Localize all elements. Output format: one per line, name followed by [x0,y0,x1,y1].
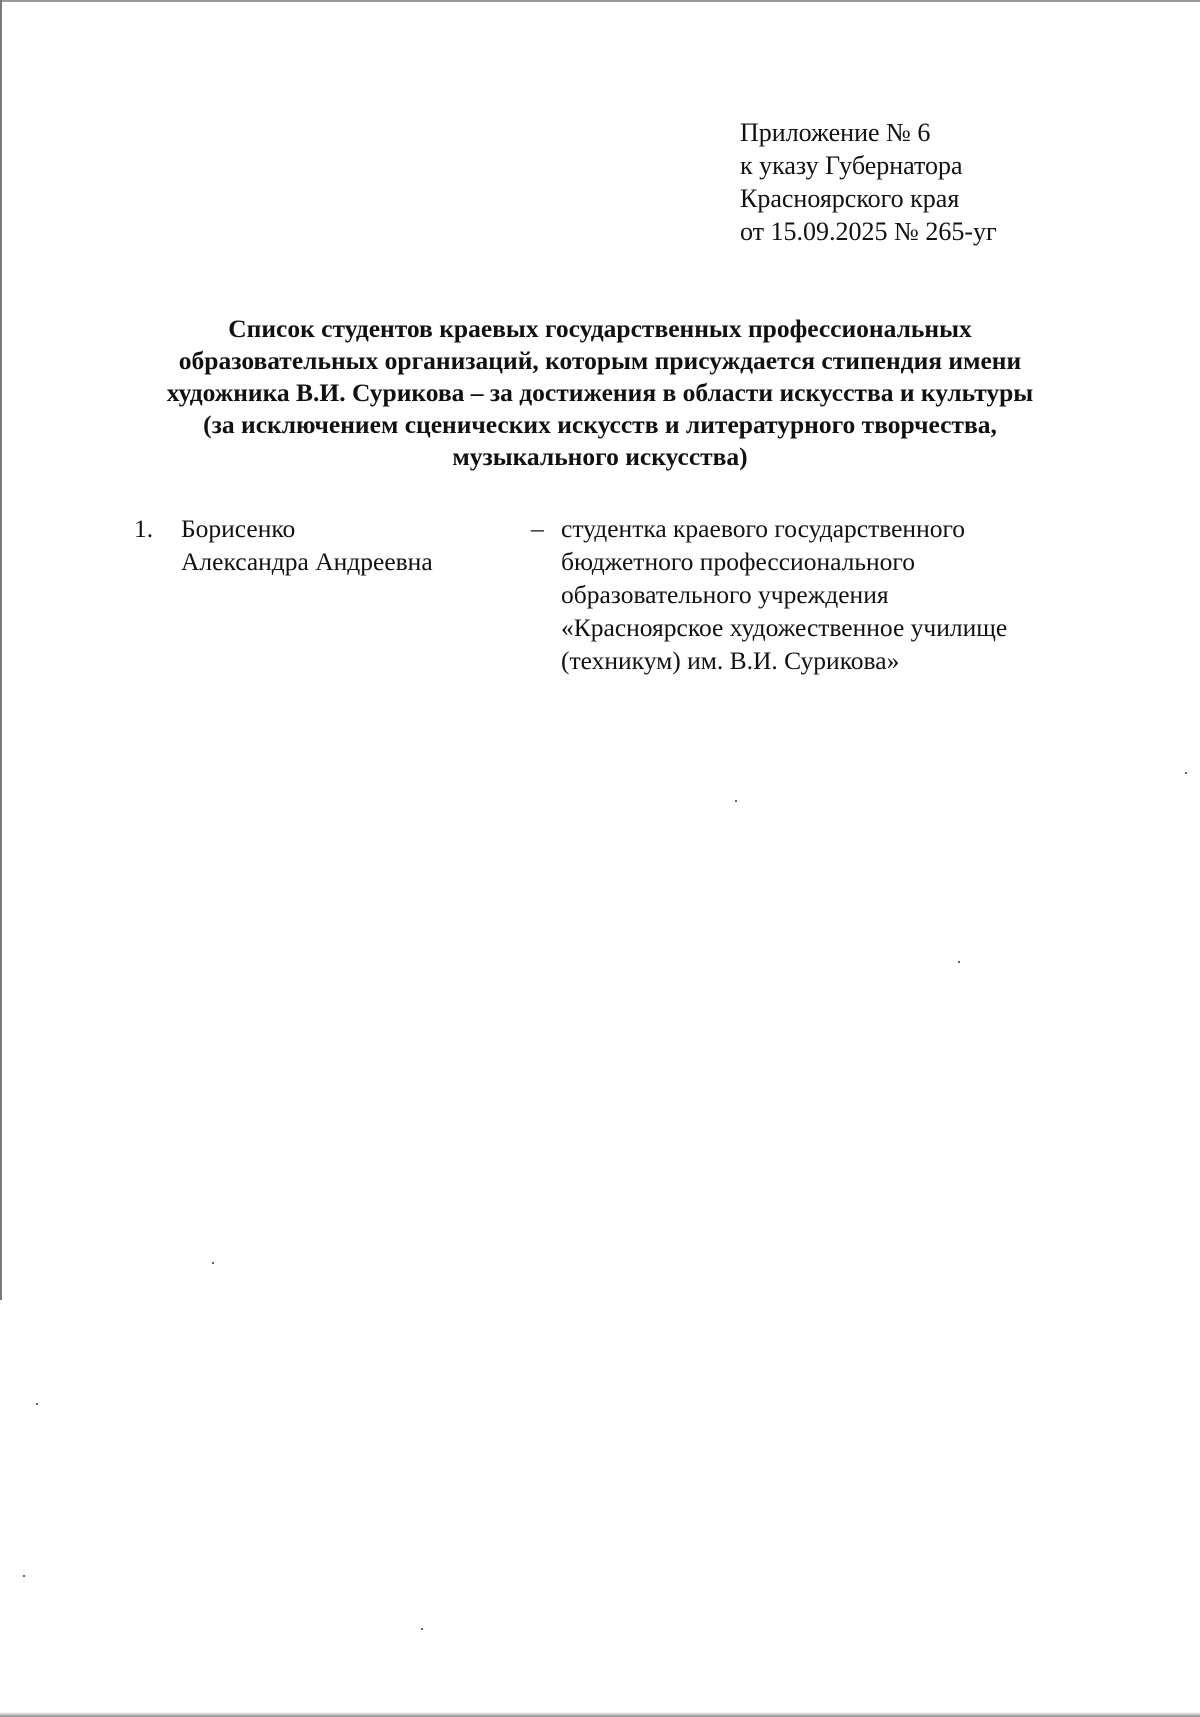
appendix-region: Красноярского края [740,184,960,213]
description-line: студентка краевого государственного [561,514,966,543]
appendix-decree-ref: к указу Губернатора [740,151,963,180]
entry-dash: – [531,514,544,543]
appendix-header [740,116,997,248]
document-title [100,313,1100,473]
scan-speck [36,1403,38,1405]
student-surname: Борисенко [181,514,296,543]
scan-speck [1185,772,1187,774]
description-line: «Красноярское художественное училище [561,613,1008,642]
student-given-names: Александра Андреевна [181,547,433,576]
entry-description [561,512,1007,677]
description-line: бюджетного профессионального [561,547,915,576]
scan-speck [735,800,737,802]
entry-number: 1. [134,514,154,543]
scan-edge-left [0,0,2,1300]
description-line: (техникум) им. В.И. Сурикова» [561,646,900,675]
appendix-number: Приложение № 6 [740,118,931,147]
title-line: Список студентов краевых государственных профессиональных [228,314,972,343]
scan-speck [212,1262,214,1264]
scan-edge-top [0,0,1200,2]
scan-speck [421,1628,423,1630]
scan-speck [23,1575,25,1577]
title-line: образовательных организаций, которым присуждается стипендия имени [178,346,1022,375]
title-line: (за исключением сценических искусств и литературного творчества, [203,410,997,439]
title-line: художника В.И. Сурикова – за достижения в области искусства и культуры [166,378,1034,407]
appendix-date: от 15.09.2025 № 265-уг [740,217,997,246]
entry-student-name [181,512,433,578]
scan-edge-bottom [0,1712,1200,1717]
scan-speck [958,961,960,963]
title-line: музыкального искусства) [452,442,748,471]
description-line: образовательного учреждения [561,580,889,609]
